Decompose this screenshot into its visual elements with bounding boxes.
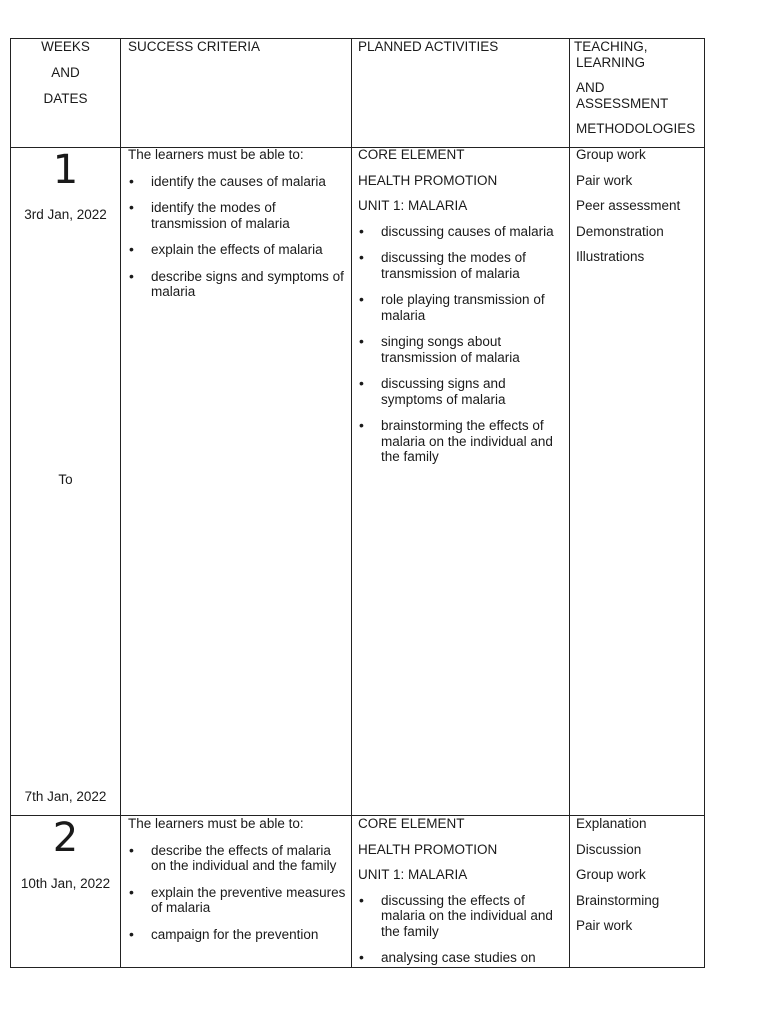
week1-activities-list	[358, 224, 566, 465]
week2-method-item: Discussion	[576, 841, 642, 857]
list-item: • brainstorming the effects of malaria on the individual and the family	[358, 418, 566, 465]
week2-criteria-intro: The learners must be able to:	[128, 816, 304, 831]
week2-planned-activities	[358, 816, 566, 966]
week2-method-item: Group work	[576, 867, 646, 882]
week1-planned-activities	[358, 147, 566, 465]
week1-number: 1	[52, 147, 79, 193]
table-border-right	[704, 38, 705, 968]
list-item: • analysing case studies on	[358, 950, 566, 966]
list-item: • explain the preventive measures of malaria	[128, 885, 348, 916]
week2-criteria-list	[128, 843, 348, 943]
header-planned-cell	[358, 39, 566, 55]
header-teaching-line3: AND	[576, 80, 605, 95]
header-weeks-line2: AND	[51, 64, 80, 80]
header-success-cell	[128, 39, 348, 55]
week1-methodologies	[576, 147, 702, 265]
week2-number: 2	[52, 815, 79, 861]
week2-method-item: Explanation	[576, 816, 647, 831]
week2-method-item: Brainstorming	[576, 892, 660, 908]
column-divider-2	[351, 38, 352, 968]
list-item: • identify the modes of transmission of malaria	[128, 200, 348, 231]
list-item: • describe the effects of malaria on the individual and the family	[128, 843, 348, 874]
week1-criteria-list	[128, 174, 348, 300]
header-teaching-line1: TEACHING,	[574, 39, 648, 54]
list-item: • singing songs about transmission of malaria	[358, 334, 566, 365]
list-item: • role playing transmission of malaria	[358, 292, 566, 323]
header-planned-activities: PLANNED ACTIVITIES	[358, 39, 499, 54]
week1-to-label: To	[58, 472, 73, 487]
week2-start-date: 10th Jan, 2022	[20, 876, 111, 891]
week2-method-item: Pair work	[576, 918, 633, 933]
week1-method-item: Group work	[576, 147, 646, 162]
list-item: • discussing causes of malaria	[358, 224, 566, 240]
week1-strand: HEALTH PROMOTION	[358, 172, 498, 188]
list-item: • explain the effects of malaria	[128, 242, 348, 258]
week2-success-criteria	[128, 816, 348, 942]
week1-core-element: CORE ELEMENT	[358, 147, 465, 162]
week1-criteria-intro: The learners must be able to:	[128, 147, 304, 162]
week1-method-item: Peer assessment	[576, 198, 681, 213]
header-success-criteria: SUCCESS CRITERIA	[128, 39, 261, 54]
header-teaching-line4: ASSESSMENT	[576, 95, 669, 111]
header-weeks-cell	[11, 39, 120, 107]
week2-activities-list	[358, 893, 566, 966]
table-border-bottom	[10, 967, 705, 968]
week1-success-criteria	[128, 147, 348, 300]
week1-method-item: Illustrations	[576, 249, 645, 264]
column-divider-1	[120, 38, 121, 968]
list-item: • discussing the effects of malaria on the individual and the family	[358, 893, 566, 940]
list-item: • discussing signs and symptoms of malaria	[358, 376, 566, 407]
header-teaching-line2: LEARNING	[576, 54, 646, 70]
week1-method-item: Demonstration	[576, 223, 664, 239]
week1-end-date: 7th Jan, 2022	[24, 789, 107, 804]
header-weeks-line1: WEEKS	[41, 39, 90, 54]
week1-start-date: 3rd Jan, 2022	[24, 207, 107, 222]
week2-strand: HEALTH PROMOTION	[358, 841, 498, 857]
header-weeks-line3: DATES	[43, 91, 88, 106]
list-item: • campaign for the prevention	[128, 927, 348, 943]
list-item: • discussing the modes of transmission of malaria	[358, 250, 566, 281]
list-item: • identify the causes of malaria	[128, 174, 348, 190]
week1-method-item: Pair work	[576, 172, 633, 188]
week2-core-element: CORE ELEMENT	[358, 816, 465, 831]
list-item: • describe signs and symptoms of malaria	[128, 269, 348, 300]
header-teaching-cell	[574, 39, 702, 137]
week1-unit: UNIT 1: MALARIA	[358, 198, 468, 213]
header-teaching-line5: METHODOLOGIES	[576, 121, 696, 136]
week2-unit: UNIT 1: MALARIA	[358, 867, 468, 882]
column-divider-3	[569, 38, 570, 968]
week2-methodologies	[576, 816, 702, 934]
